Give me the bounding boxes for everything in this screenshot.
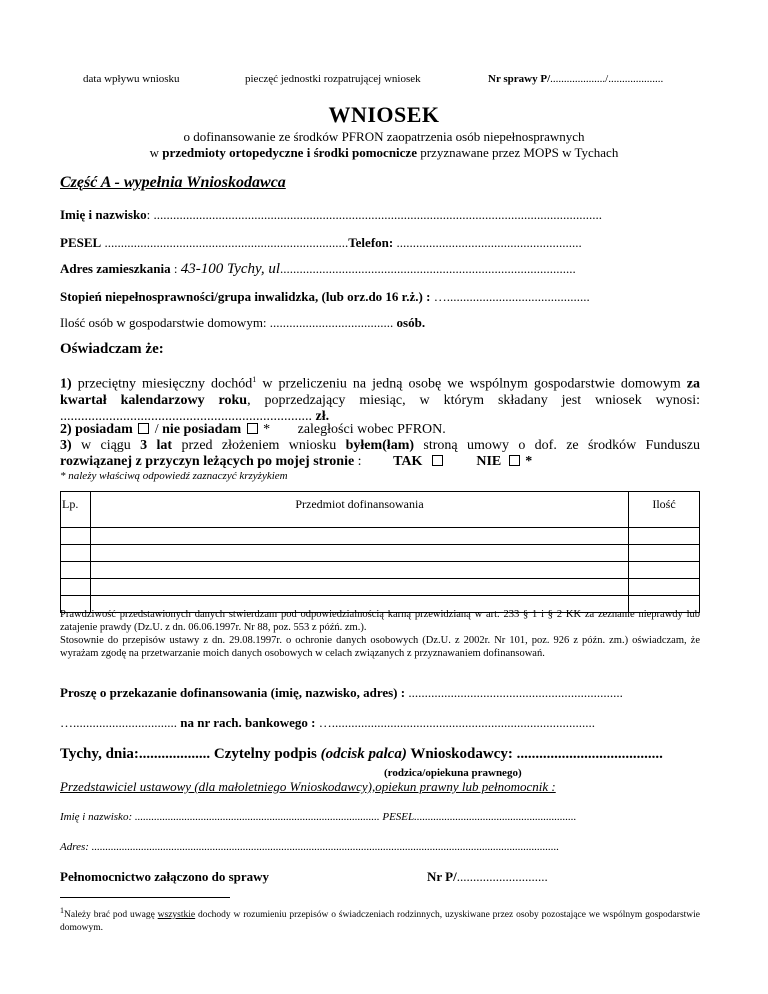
household-unit: osób.	[396, 315, 426, 330]
attorney-number[interactable]: Nr P/............................	[427, 869, 548, 884]
name-dots: : ..........................................................................................................................................	[146, 207, 603, 222]
footnote-divider	[60, 897, 230, 898]
checkbox-nie-posiadam[interactable]	[247, 423, 258, 434]
address-dots: ...........................................................................................	[280, 261, 576, 276]
phone-field[interactable]: .........................................................	[393, 235, 582, 250]
address-value: 43-100 Tychy, ul	[180, 261, 281, 277]
checkbox-hint: * należy właściwą odpowiedź zaznaczyć krzyżykiem	[60, 470, 288, 482]
table-row[interactable]	[61, 579, 700, 596]
disability-field[interactable]	[60, 289, 590, 305]
table-row[interactable]	[61, 528, 700, 545]
disability-dots: …............................................	[430, 289, 590, 304]
declaration-1: 1) przeciętny miesięczny dochód$^1$ w przeliczeniu na jedną osobę we wspólnym gospodarstwie domowym za kwartał kalendarzowy roku, poprzedzający miesiąc, w którym składany jest wniosek wynosi: ........................................................................ zł.	[60, 375, 701, 424]
header-lp: Lp.	[61, 492, 91, 528]
guardian-note: (rodzica/opiekuna prawnego)	[384, 767, 522, 779]
representative-address-row[interactable]: Adres: ..........................................................................................................................................................................	[60, 841, 560, 853]
legal-statement-1: Prawdziwość przedstawionych danych stwierdzam pod odpowiedzialnością karną przewidzianą w art. 233 § 1 i § 2 KK za zeznanie nieprawdy lub zatajenie prawdy (Dz.U. z dn. 06.06.1997r. Nr 88, poz. 553 z późń. zm.).	[60, 609, 700, 633]
table-header-row	[61, 492, 700, 528]
case-number	[488, 73, 663, 85]
pesel-field[interactable]: ...........................................................................	[101, 235, 349, 250]
items-table	[60, 491, 700, 613]
signature-row[interactable]: Tychy, dnia:................... Czytelny podpis (odcisk palca) Wnioskodawcy: .......................................	[60, 746, 663, 762]
checkbox-tak[interactable]	[432, 455, 443, 466]
table-row[interactable]	[61, 545, 700, 562]
case-number-label: Nr sprawy P/	[488, 73, 551, 85]
footnote: $^1$Należy brać pod uwagę wszystkie dochody w rozumieniu przepisów o świadczeniach rodzinnych, uzyskiwane przez osoby pozostające we wspólnym gospodarstwie domowym.	[60, 906, 700, 934]
subtitle-bold: przedmioty ortopedyczne i środki pomocnicze	[162, 145, 417, 160]
footnote-ref: 1	[252, 375, 257, 384]
household-dots: ......................................	[266, 315, 394, 330]
checkbox-posiadam[interactable]	[138, 423, 149, 434]
case-number-dots: ..................../....................	[550, 73, 664, 85]
receipt-date-label: data wpływu wniosku	[83, 73, 180, 85]
disability-label: Stopień niepełnosprawności/grupa inwalidzka, (lub orz.do 16 r.ż.) :	[60, 289, 431, 304]
table-row[interactable]	[61, 562, 700, 579]
stamp-label: pieczęć jednostki rozpatrującej wniosek	[245, 73, 421, 85]
header-qty: Ilość	[629, 492, 700, 528]
checkbox-nie[interactable]	[509, 455, 520, 466]
bank-account-field[interactable]: …................................ na nr rach. bankowego : ….................................................................................	[60, 715, 595, 730]
pesel-phone-row	[60, 235, 582, 251]
subtitle-line-1: o dofinansowanie ze środków PFRON zaopatrzenia osób niepełnosprawnych	[183, 129, 585, 144]
declaration-2: 2) posiadam / nie posiadam * zaległości wobec PFRON.	[60, 422, 446, 437]
part-a-heading: Część A - wypełnia Wnioskodawca	[60, 174, 286, 191]
representative-heading: Przedstawiciel ustawowy (dla małoletniego Wnioskodawcy),opiekun prawny lub pełnomocnik :	[60, 779, 556, 794]
declare-title: Oświadczam że:	[60, 341, 164, 357]
representative-name-row[interactable]: Imię i nazwisko: ......................................................................................... PESEL...........................................................	[60, 811, 577, 823]
household-field[interactable]	[60, 315, 425, 331]
header-item: Przedmiot dofinansowania	[91, 492, 629, 528]
phone-label: Telefon:	[348, 235, 394, 250]
attorney-label: Pełnomocnictwo załączono do sprawy	[60, 869, 270, 884]
yes-label: TAK	[393, 454, 423, 469]
page-title: WNIOSEK	[328, 102, 440, 127]
no-label: NIE	[476, 454, 502, 469]
household-label: Ilość osób w gospodarstwie domowym:	[60, 315, 267, 330]
declaration-3: 3) w ciągu 3 lat przed złożeniem wniosku byłem(łam) stroną umowy o dof. ze środków Funduszu rozwiązanej z przyczyn leżących po mojej stronie : TAK NIE *	[60, 438, 700, 469]
income-field[interactable]: ........................................................................	[60, 408, 312, 424]
pesel-label: PESEL	[60, 235, 102, 250]
transfer-request[interactable]: Proszę o przekazanie dofinansowania (imię, nazwisko, adres) : ..................................................................	[60, 685, 623, 700]
subtitle-line-2: w przedmioty ortopedyczne i środki pomocnicze przyznawane przez MOPS w Tychach	[149, 145, 619, 160]
address-field[interactable]: Adres zamieszkania : 43-100 Tychy, ul...........................................................................................	[60, 261, 576, 277]
name-field[interactable]	[60, 207, 602, 223]
city-date-label: Tychy, dnia:	[60, 746, 139, 762]
name-label: Imię i nazwisko	[60, 207, 147, 222]
address-label: Adres zamieszkania	[60, 261, 171, 276]
legal-statement-2: Stosownie do przepisów ustawy z dn. 29.08.1997r. o ochronie danych osobowych (Dz.U. z 2002r. Nr 101, poz. 926 z późn. zm.) oświadczam, że wyrażam zgodę na przetwarzanie moich danych osobowych w celach związanych z przyznawaniem dofinansowań.	[60, 635, 700, 659]
